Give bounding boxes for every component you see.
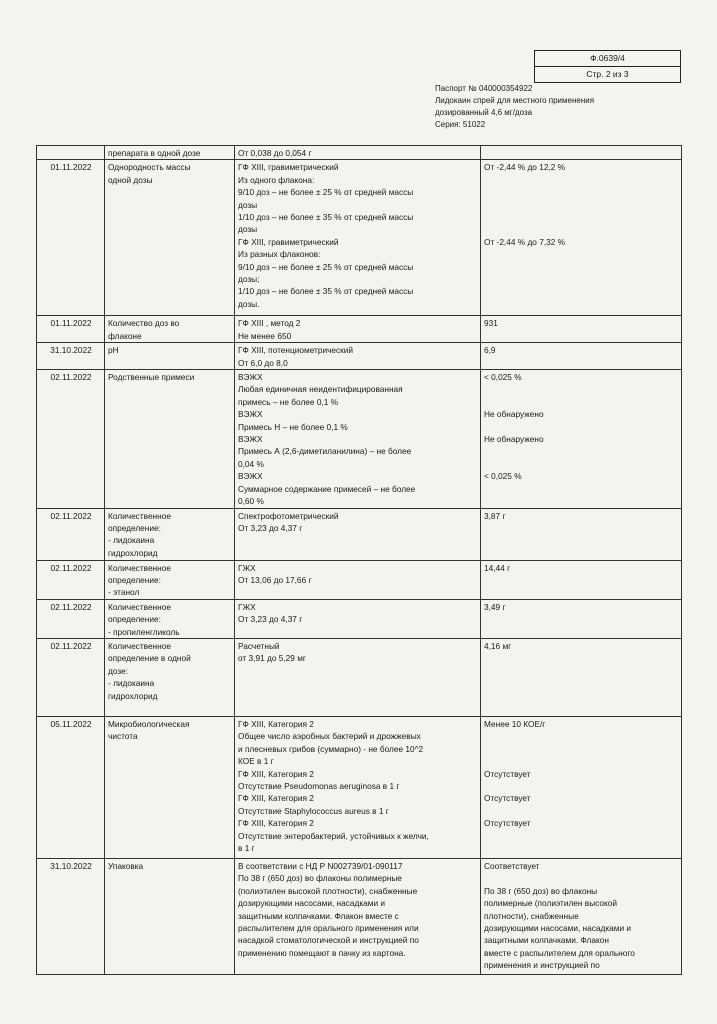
analysis-table-body [37,146,682,975]
result-line [484,872,679,884]
test-date-cell: 02.11.2022 [37,508,105,560]
test-date-cell: 31.10.2022 [37,858,105,974]
result-line [484,396,679,408]
indicator-line: дозе: [108,665,128,676]
result-cell [481,560,682,599]
norm-line: КОЕ в 1 г [238,756,274,767]
norm-line: От 3,23 до 4,37 г [238,522,303,533]
norm-line: ГФ XIII, Категория 2 [238,793,314,804]
result-line: плотности), снабженные [484,910,579,921]
result-line: применения и инструкцией по [484,960,600,971]
indicator-line: препарата в одной дозе [108,148,201,158]
indicator-cell [105,716,235,858]
indicator-line: - лидокаина [108,678,155,689]
norm-line: 9/10 доз – не более ± 25 % от средней массы [238,187,414,198]
indicator-cell [105,638,235,716]
indicator-cell [105,560,235,599]
indicator-cell [105,508,235,560]
result-line [484,383,679,395]
indicator-line: определение: [108,614,161,625]
result-line: Не обнаружено [484,409,544,420]
result-line [484,174,679,186]
norm-cell [235,716,481,858]
result-cell [481,160,682,316]
result-line: От -2,44 % до 7,32 % [484,236,566,247]
norm-line: Отсутствие Pseudomonas aeruginosa в 1 г [238,780,400,791]
norm-line: ГФ XIII, гравиметрический [238,236,339,247]
norm-line: насадкой стоматологической и инструкцией по [238,935,419,946]
table-row [37,316,682,343]
result-line [484,421,679,433]
indicator-line: флаконе [108,330,142,341]
norm-line: ГФ XIII, потенциометрический [238,345,354,356]
result-line: Не обнаружено [484,434,544,445]
indicator-line: - лидокаина [108,535,155,546]
result-line: Отсутствует [484,818,531,829]
page-label: Стр. 2 из 3 [535,66,680,82]
result-line [484,223,679,235]
table-row [37,716,682,858]
result-line [484,458,679,470]
indicator-cell [105,146,235,160]
result-cell [481,316,682,343]
norm-line: 0,60 % [238,496,264,507]
indicator-line: Количественное [108,510,171,521]
table-row [37,508,682,560]
norm-line: Не менее 650 [238,330,292,341]
norm-line: применению помещают в пачку из картона. [238,947,406,958]
indicator-line: Количественное [108,562,171,573]
result-line: От -2,44 % до 12,2 % [484,162,566,173]
result-cell [481,343,682,370]
test-date-cell: 31.10.2022 [37,343,105,370]
indicator-line: Однородность массы [108,162,191,173]
indicator-line: pH [108,345,119,356]
test-date-cell: 02.11.2022 [37,599,105,638]
table-row [37,560,682,599]
norm-cell [235,316,481,343]
table-row [37,370,682,508]
result-line: 6,9 [484,345,496,356]
indicator-line: Количество доз во [108,318,180,329]
result-line [484,805,679,817]
result-cell [481,858,682,974]
result-line: 14,44 г [484,562,511,573]
analysis-table [36,145,682,975]
result-line [484,147,679,159]
norm-line: ВЭЖХ [238,409,263,420]
norm-line: 1/10 доз – не более ± 35 % от средней массы [238,286,414,297]
norm-line: От 13,06 до 17,66 г [238,574,312,585]
result-line [484,755,679,767]
result-line: 931 [484,318,498,329]
norm-line: Из разных флаконов: [238,249,321,260]
indicator-line: одной дозы [108,174,153,185]
product-name-line1: Лидокаин спрей для местного применения [435,96,595,105]
table-row [37,858,682,974]
result-line [484,730,679,742]
indicator-line: Количественное [108,601,171,612]
result-line: Соответствует [484,860,540,871]
result-line: полимерные (полиэтилен высокой [484,898,617,909]
result-line: Отсутствует [484,793,531,804]
norm-line: 9/10 доз – не более ± 25 % от средней массы [238,261,414,272]
table-row [37,343,682,370]
result-line: защитными колпачками. Флакон [484,935,609,946]
norm-line: От 0,038 до 0,054 г [238,148,312,158]
norm-cell [235,146,481,160]
indicator-line: определение: [108,574,161,585]
indicator-line: - пропиленгликоль [108,626,180,637]
norm-line: Отсутствие Staphylococcus aureus в 1 г [238,805,389,816]
norm-line: в 1 г [238,843,255,853]
norm-line: ГФ XIII, Категория 2 [238,718,314,729]
indicator-line: чистота [108,731,138,742]
norm-line: ГЖХ [238,601,256,612]
indicator-cell [105,858,235,974]
norm-line: По 38 г (650 доз) во флаконы полимерные [238,873,402,884]
norm-line: от 3,91 до 5,29 мг [238,653,306,664]
test-date-cell: 02.11.2022 [37,638,105,716]
norm-line: и плесневых грибов (суммарно) - не более 10^2 [238,743,424,754]
norm-line: ВЭЖХ [238,434,263,445]
test-date-cell: 01.11.2022 [37,316,105,343]
result-cell [481,508,682,560]
norm-line: ГФ XIII, Категория 2 [238,818,314,829]
result-line [484,780,679,792]
test-date-cell: 01.11.2022 [37,160,105,316]
norm-cell [235,638,481,716]
table-row [37,146,682,160]
norm-line: От 6,0 до 8,0 [238,357,288,368]
result-line: 4,16 мг [484,640,512,651]
result-line [484,743,679,755]
norm-line: дозы [238,199,258,210]
result-line: < 0,025 % [484,372,522,383]
passport-number: Паспорт № 040000354922 [435,84,533,93]
norm-cell [235,508,481,560]
norm-line: Из одного флакона: [238,174,315,185]
result-line: 3,49 г [484,601,506,612]
norm-line: дозы. [238,298,260,309]
form-code: Ф.0639/4 [590,53,625,63]
norm-cell [235,370,481,508]
test-date-cell: 05.11.2022 [37,716,105,858]
norm-line: Отсутствие энтеробактерий, устойчивых к желчи, [238,830,429,841]
norm-cell [235,599,481,638]
norm-line: дозы; [238,274,260,285]
table-row [37,638,682,716]
table-row [37,160,682,316]
norm-line: Суммарное содержание примесей – не более [238,483,416,494]
norm-cell [235,858,481,974]
norm-line: ГФ XIII , метод 2 [238,318,301,329]
norm-line: ВЭЖХ [238,372,263,383]
table-row [37,599,682,638]
indicator-cell [105,370,235,508]
indicator-cell [105,599,235,638]
result-cell [481,638,682,716]
indicator-line: определение: [108,522,161,533]
test-date-cell [37,146,105,160]
indicator-line: Родственные примеси [108,372,195,383]
indicator-line: - этанол [108,587,140,598]
norm-line: дозы [238,224,258,235]
result-line: Менее 10 КОЕ/г [484,718,546,729]
result-cell [481,370,682,508]
indicator-cell [105,343,235,370]
result-line: Отсутствует [484,768,531,779]
product-name-line2: дозированный 4,6 мг/доза [435,108,533,117]
result-line: вместе с распылителем для орального [484,947,635,958]
result-cell [481,146,682,160]
result-line [484,211,679,223]
test-date-cell: 02.11.2022 [37,560,105,599]
norm-line: ГФ XIII, Категория 2 [238,768,314,779]
indicator-cell [105,316,235,343]
test-date-cell: 02.11.2022 [37,370,105,508]
indicator-line: гидрохлорид [108,690,158,701]
indicator-line: Количественное [108,640,171,651]
indicator-line: Упаковка [108,860,144,871]
norm-line: Примесь Н – не более 0,1 % [238,421,348,432]
norm-cell [235,160,481,316]
norm-cell [235,560,481,599]
norm-cell [235,343,481,370]
norm-line: примесь – не более 0,1 % [238,396,339,407]
norm-line: Любая единичная неидентифицированная [238,384,403,395]
norm-line: дозирующими насосами, насадками и [238,898,386,909]
norm-line: защитными колпачками. Флакон вместе с [238,910,399,921]
norm-line: 1/10 доз – не более ± 35 % от средней массы [238,212,414,223]
norm-line: ВЭЖХ [238,471,263,482]
document-header [435,83,695,131]
result-line: < 0,025 % [484,471,522,482]
norm-line: (полиэтилен высокой плотности), снабженные [238,885,418,896]
indicator-line: определение в одной [108,653,191,664]
indicator-cell [105,160,235,316]
indicator-line: Микробиологическая [108,718,190,729]
result-cell [481,599,682,638]
result-line [484,199,679,211]
result-line: По 38 г (650 доз) во флаконы [484,885,598,896]
norm-line: От 3,23 до 4,37 г [238,614,303,625]
form-code-box [534,50,681,83]
result-line: дозирующими насосами, насадками и [484,922,632,933]
norm-line: В соответствии с НД Р N002739/01-090117 [238,860,403,871]
result-cell [481,716,682,858]
result-line [484,445,679,457]
norm-line: Примесь А (2,6-диметиланилина) – не более [238,446,412,457]
norm-line: ГФ XIII, гравиметрический [238,162,339,173]
norm-line: 0,04 % [238,458,264,469]
result-line [484,186,679,198]
norm-line: распылителем для орального применения или [238,922,419,933]
indicator-line: гидрохлорид [108,547,158,558]
norm-line: ГЖХ [238,562,256,573]
norm-line: Общее число аэробных бактерий и дрожжевых [238,731,421,742]
result-line: 3,87 г [484,510,506,521]
series-number: Серия: 51022 [435,120,486,129]
norm-line: Спектрофотометрический [238,510,339,521]
norm-line: Расчетный [238,640,280,651]
